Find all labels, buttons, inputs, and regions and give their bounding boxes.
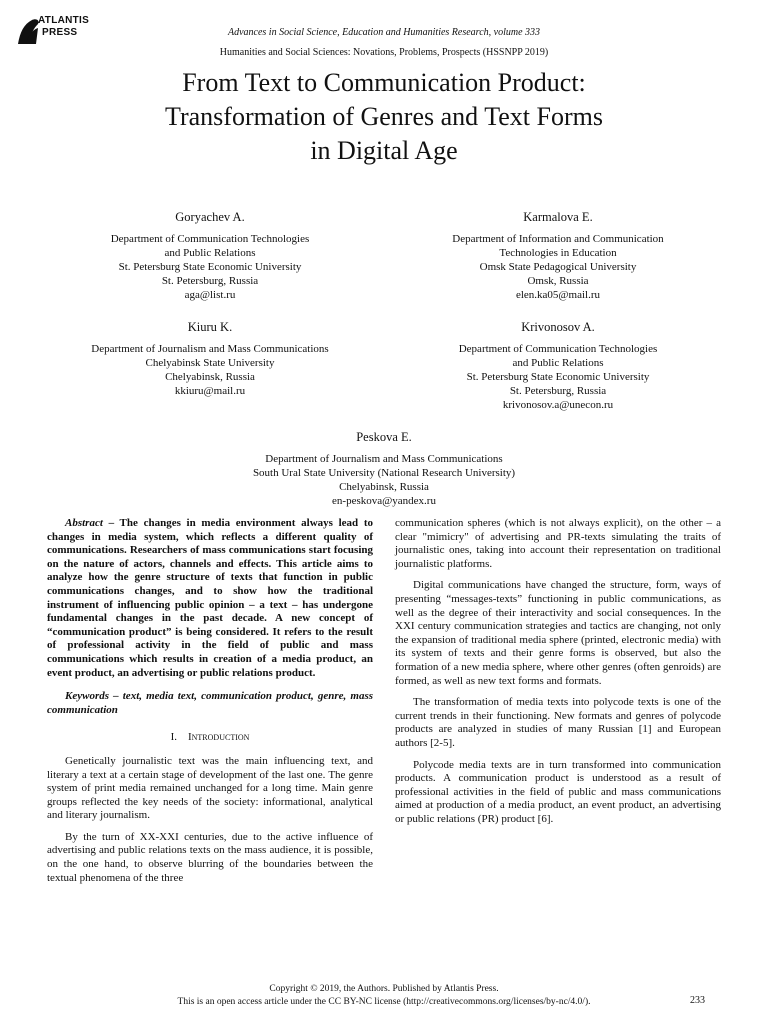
- page-number: 233: [690, 995, 705, 1006]
- author-block-goryachev: [40, 210, 380, 302]
- author-affiliation: and Public Relations: [512, 357, 604, 369]
- logo-word-atlantis: ATLANTIS: [38, 15, 90, 26]
- author-affiliation: Technologies in Education: [499, 247, 617, 259]
- author-name: Kiuru K.: [187, 320, 233, 334]
- logo-word-press: PRESS: [42, 27, 78, 38]
- author-email[interactable]: aga@list.ru: [184, 289, 236, 301]
- footer-license[interactable]: This is an open access article under the CC BY-NC license (http://creativecommons.org/licenses/by-nc/4.0/).: [177, 997, 591, 1007]
- body-paragraph: Digital communications have changed the structure, form, ways of presenting “messages-texts” functioning in public communications, as well as the degree of their interactivity and social consequences. In the XXI century communication strategies and tactics are changing, not only the expansion of traditional media sphere (printed, electronic media) with its system of texts and their genre forms is observed, but also the formation of a new media sphere, where other genres (often genroids) are formed, as well as new text forms and formats.: [395, 579, 721, 687]
- author-affiliation: Omsk, Russia: [527, 275, 589, 287]
- author-affiliation: Department of Journalism and Mass Communications: [265, 453, 503, 465]
- body-paragraph: communication spheres (which is not always explicit), on the other – a clear "mimicry" of advertising and PR-texts simulating the traits of journalistic ones, taking into account their representation on traditional journalistic platforms.: [395, 517, 721, 570]
- author-affiliation: Department of Communication Technologies: [458, 343, 658, 355]
- keywords: [47, 690, 373, 717]
- author-email[interactable]: elen.ka05@mail.ru: [515, 289, 601, 301]
- body-paragraph: Genetically journalistic text was the main influencing text, and literary a text at a certain stage of development of the last one. The genre system of print media remained unchanged for a long time. Main genre groups reflected the key needs of the society: informational, analytical and literary journalism.: [47, 754, 373, 822]
- author-email[interactable]: en-peskova@yandex.ru: [332, 495, 436, 507]
- author-name: Goryachev A.: [175, 210, 245, 224]
- section-title: Introduction: [187, 731, 250, 744]
- author-affiliation: Department of Information and Communication: [452, 233, 664, 245]
- author-block-karmalova: [388, 210, 728, 302]
- author-affiliation: Department of Journalism and Mass Communications: [91, 343, 329, 355]
- author-affiliation: Department of Communication Technologies: [110, 233, 310, 245]
- author-block-kiuru: [40, 320, 380, 398]
- author-block-peskova: [134, 430, 634, 508]
- author-name: Krivonosov A.: [521, 320, 595, 334]
- author-name: Karmalova E.: [523, 210, 593, 224]
- author-affiliation: St. Petersburg State Economic University: [118, 261, 302, 273]
- left-column: [47, 517, 373, 893]
- author-block-krivonosov: [388, 320, 728, 412]
- author-affiliation: and Public Relations: [164, 247, 256, 259]
- author-affiliation: Chelyabinsk State University: [145, 357, 275, 369]
- conference-header: Humanities and Social Sciences: Novations, Problems, Prospects (HSSNPP 2019): [219, 47, 549, 58]
- title-line: From Text to Communication Product:: [182, 68, 586, 97]
- title-line: Transformation of Genres and Text Forms: [165, 102, 603, 131]
- abstract: [47, 517, 373, 680]
- right-column: [395, 517, 721, 834]
- author-affiliation: Omsk State Pedagogical University: [479, 261, 637, 273]
- author-affiliation: St. Petersburg, Russia: [161, 275, 259, 287]
- author-email[interactable]: krivonosov.a@unecon.ru: [502, 399, 614, 411]
- section-heading-introduction: [47, 731, 373, 745]
- title-line: in Digital Age: [310, 136, 458, 165]
- abstract-text: – The changes in media environment always lead to changes in media system, which reflects a different quality of communications. Researchers of mass communications start focusing on the nature of actors, channels and effects. This article aims to analyze how the genre structure of texts that function in public communications changes, and to show how the traditional instrument of influencing public opinion – a text – has undergone fundamental changes in the past decade. A new concept of “communication product” is being considered. It refers to the result of professional activity in the field of public and mass communications which results in creation of a media product, an event product, an advertising or public relations product.: [47, 517, 373, 679]
- footer-copyright: Copyright © 2019, the Authors. Published by Atlantis Press.: [269, 984, 499, 994]
- author-email[interactable]: kkiuru@mail.ru: [174, 385, 246, 397]
- keywords-label: Keywords: [65, 690, 109, 703]
- abstract-label: Abstract: [65, 517, 103, 529]
- author-affiliation: St. Petersburg, Russia: [509, 385, 607, 397]
- author-name: Peskova E.: [356, 430, 412, 444]
- footer: [0, 983, 768, 1009]
- body-paragraph: By the turn of XX-XXI centuries, due to the active influence of advertising and public relations texts on the mass audience, it is possible, on the one hand, to observe blurring of the boundaries between the textual phenomena of the three: [47, 830, 373, 884]
- section-number: I.: [170, 731, 177, 744]
- paper-title: [60, 66, 708, 168]
- body-paragraph: Polycode media texts are in turn transformed into communication products. A communication product is understood as a result of professional activities in the field of public and mass communications aimed at production of a media product, an event product, an advertising or public relations (PR) product [6].: [395, 758, 721, 825]
- author-affiliation: Chelyabinsk, Russia: [339, 481, 429, 493]
- author-affiliation: St. Petersburg State Economic University: [466, 371, 650, 383]
- keywords-text: – text, media text, communication product, genre, mass communication: [47, 690, 373, 716]
- body-paragraph: The transformation of media texts into polycode texts is one of the current trends in their functioning. New formats and genres of polycode products are analyzed in studies of many Russian [1] and European authors [2-5].: [395, 696, 721, 749]
- journal-header: Advances in Social Science, Education and Humanities Research, volume 333: [227, 27, 541, 38]
- author-affiliation: South Ural State University (National Research University): [252, 467, 516, 479]
- author-affiliation: Chelyabinsk, Russia: [165, 371, 255, 383]
